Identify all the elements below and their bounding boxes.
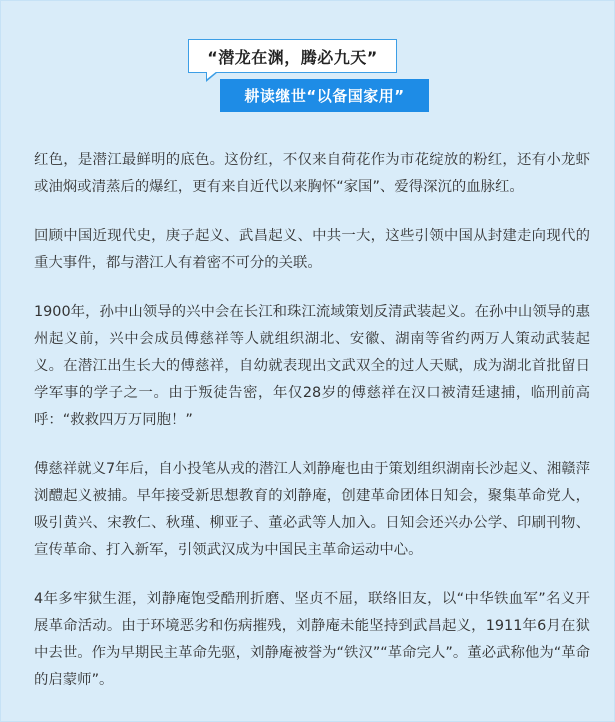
section-title-box (188, 39, 397, 73)
speech-bubble-tail-inner (207, 71, 217, 79)
paragraph: 4年多牢狱生涯，刘静庵饱受酷刑折磨、坚贞不屈，联络旧友，以“中华铁血军”名义开展革命活动。由于环境恶劣和伤病摧残，刘静庵未能坚持到武昌起义，1911年6月在狱中去世。作为早期民主革命先驱，刘静庵被誉为“铁汉”“革命完人”。董必武称他为“革命的启蒙师”。 (34, 591, 590, 688)
section-subtitle-box (220, 79, 429, 112)
section-title: “潜龙在渊，腾必九天” (207, 47, 378, 67)
paragraph: 红色，是潜江最鲜明的底色。这份红，不仅来自荷花作为市花绽放的粉红，还有小龙虾或油焖或清蒸后的爆红，更有来自近代以来胸怀“家国”、爱得深沉的血脉红。 (34, 152, 590, 195)
paragraph: 回顾中国近现代史，庚子起义、武昌起义、中共一大，这些引领中国从封建走向现代的重大事件，都与潜江人有着密不可分的关联。 (34, 228, 590, 271)
paragraph: 傅慈祥就义7年后，自小投笔从戎的潜江人刘静庵也由于策划组织湖南长沙起义、湘赣萍浏醴起义被捕。早年接受新思想教育的刘静庵，创建革命团体日知会，聚集革命党人，吸引黄兴、宋教仁、秋瑾、柳亚子、董必武等人加入。日知会还兴办公学、印刷刊物、宣传革命、打入新军，引领武汉成为中国民主革命运动中心。 (34, 461, 591, 558)
section-subtitle: 耕读继世“以备国家用” (244, 87, 405, 105)
article-body (34, 147, 590, 716)
paragraph: 1900年，孙中山领导的兴中会在长江和珠江流域策划反清武装起义。在孙中山领导的惠州起义前，兴中会成员傅慈祥等人就组织湖北、安徽、湖南等省约两万人策动武装起义。在潜江出生长大的傅慈祥，自幼就表现出文武双全的过人天赋，成为湖北首批留日学军事的学子之一。由于叛徒告密，年仅28岁的傅慈祥在汉口被清廷逮捕，临刑前高呼：“救救四万万同胞！” (34, 304, 590, 428)
header-area (1, 1, 614, 123)
